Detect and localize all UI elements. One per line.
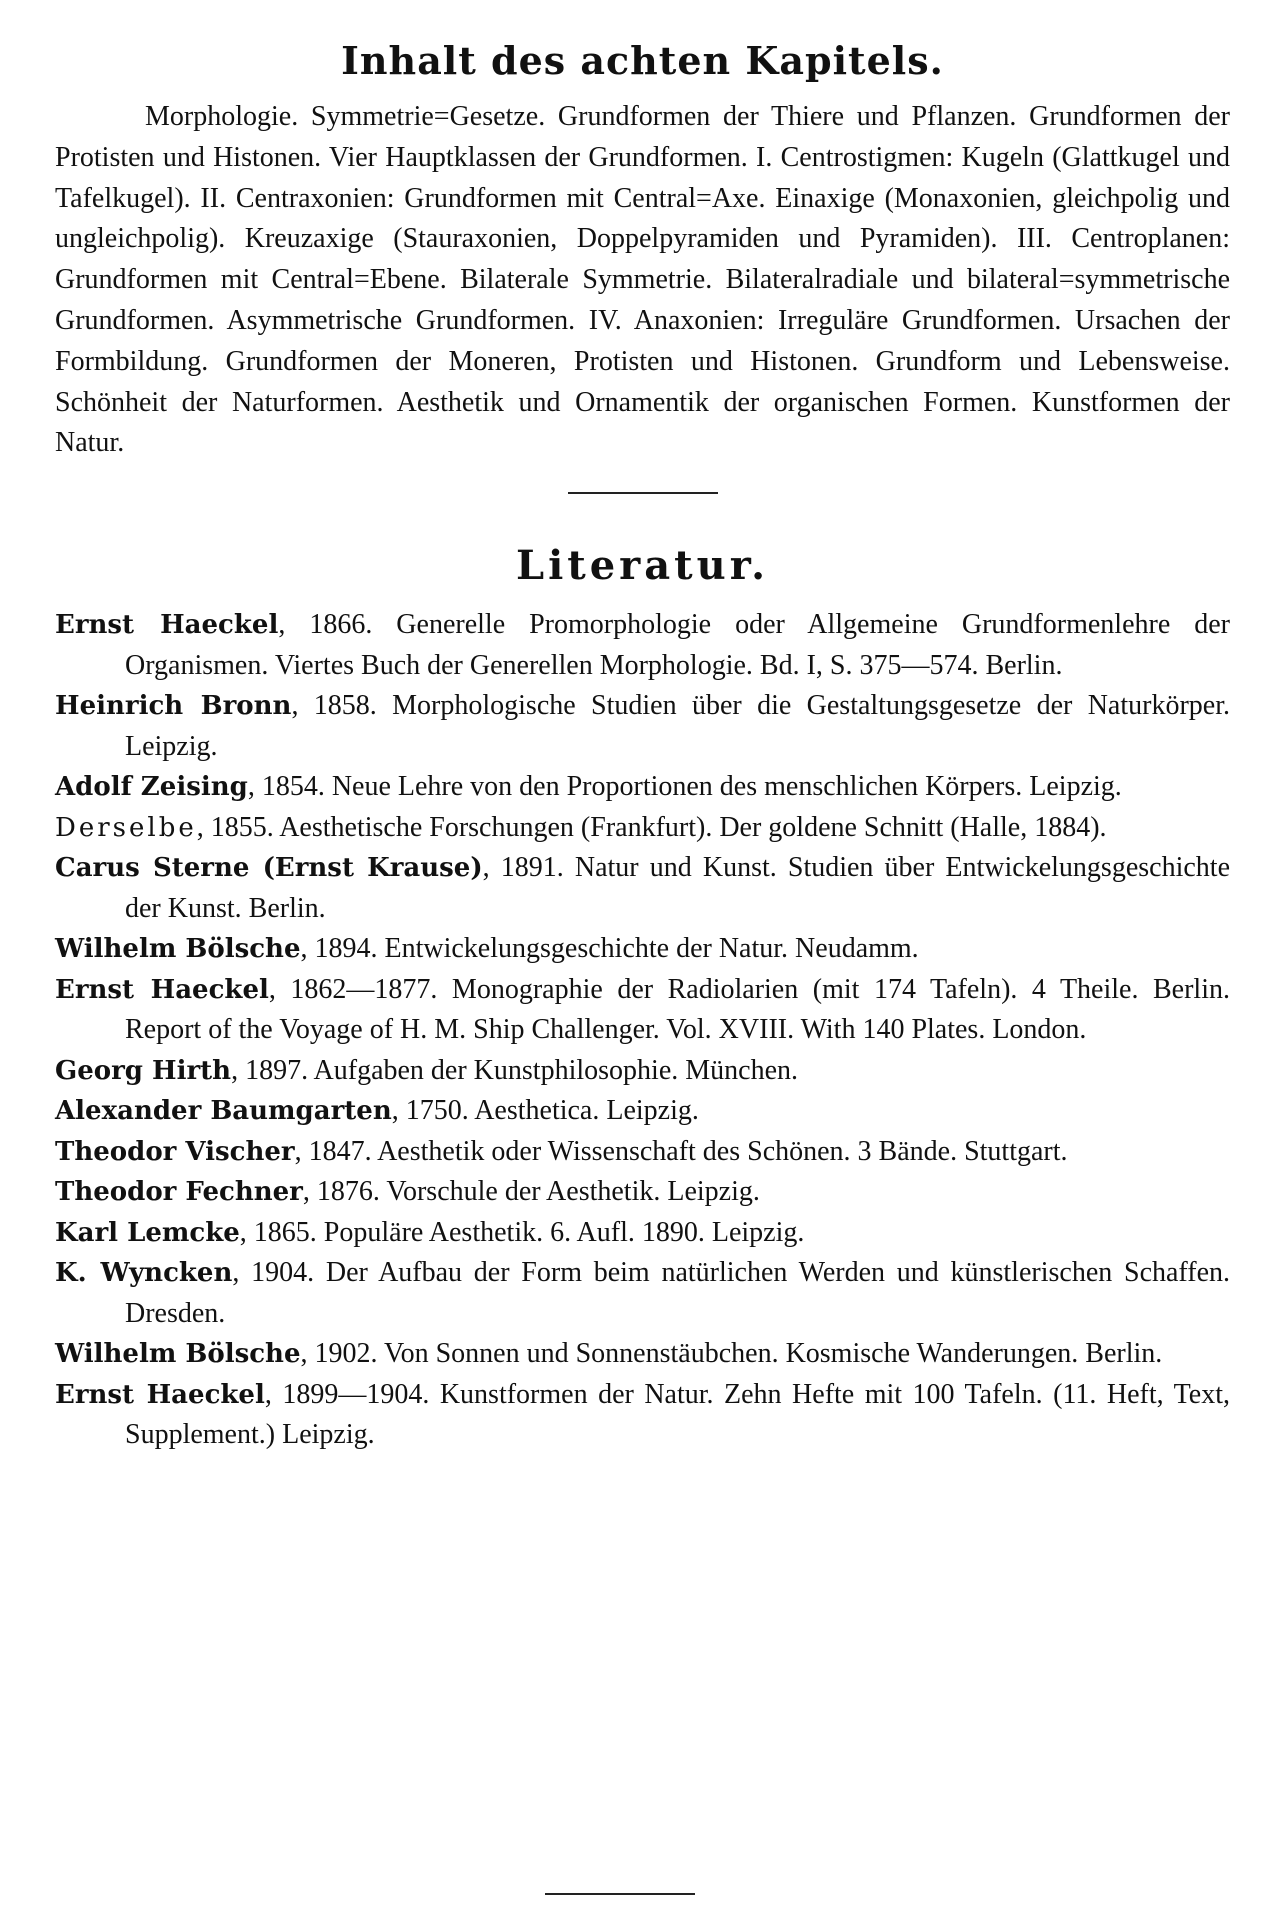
entry-text: , 1876. Vorschule der Aesthetik. Leipzig. [302, 1176, 760, 1208]
entry-author: Derselbe [55, 812, 197, 843]
literature-entry [55, 686, 1230, 767]
entry-text: , 1904. Der Aufbau der Form beim natürlichen Werden und künstlerischen Schaffen. Dresden. [125, 1257, 1230, 1329]
chapter-heading: Inhalt des achten Kapitels. [341, 38, 944, 83]
entry-author: Wilhelm Bölsche [55, 1339, 301, 1370]
entry-author: Ernst Haeckel [55, 1379, 265, 1410]
entry-text: , 1750. Aesthetica. Leipzig. [391, 1095, 699, 1127]
literature-entry [55, 848, 1230, 929]
entry-text: , 1897. Aufgaben der Kunstphilosophie. München. [231, 1054, 798, 1086]
entry-text: , 1858. Morphologische Studien über die Gestaltungsgesetze der Naturkörper. Leipzig. [125, 690, 1230, 762]
entry-author: Theodor Vischer [55, 1136, 295, 1167]
entry-text: , 1865. Populäre Aesthetik. 6. Aufl. 1890. Leipzig. [239, 1216, 805, 1248]
entry-author: K. Wyncken [55, 1258, 233, 1289]
literature-heading: Literatur. [515, 542, 770, 590]
chapter-summary: Morphologie. Symmetrie=Gesetze. Grundformen der Thiere und Pflanzen. Grundformen der Protisten und Histonen. Vier Hauptklassen der Grundformen. I. Centrostigmen: Kugeln (Glattkugel und Tafelkugel). II. Centraxonien: Grundformen mit Central=Axe. Einaxige (Monaxonien, gleichpolig und ungleichpolig). Kreuzaxige (Stauraxonien, Doppelpyramiden und Pyramiden). III. Centroplanen: Grundformen mit Central=Ebene. Bilaterale Symmetrie. Bilateralradiale und bilateral=symmetrische Grundformen. Asymmetrische Grundformen. IV. Anaxonien: Irreguläre Grundformen. Ursachen der Formbildung. Grundformen der Moneren, Protisten und Histonen. Grundform und Lebensweise. Schönheit der Naturformen. Aesthetik und Ornamentik der organischen Formen. Kunstformen der Natur. [55, 101, 1230, 459]
entry-author: Georg Hirth [55, 1055, 232, 1086]
entry-text: , 1899—1904. Kunstformen der Natur. Zehn Hefte mit 100 Tafeln. (11. Heft, Text, Supplement.) Leipzig. [125, 1378, 1231, 1451]
entry-text: , 1894. Entwickelungsgeschichte der Natur. Neudamm. [300, 933, 919, 965]
entry-author: Theodor Fechner [55, 1177, 303, 1208]
entry-author: Adolf Zeising [55, 772, 248, 803]
entry-text: , 1866. Generelle Promorphologie oder Allgemeine Grundformenlehre der Organismen. Viertes Buch der Generellen Morphologie. Bd. I, S. 375—574. Berlin. [125, 609, 1230, 681]
literature-entry [55, 1172, 1230, 1213]
literature-entry [55, 1091, 1230, 1132]
bottom-divider [545, 1893, 695, 1895]
literature-entry [55, 970, 1230, 1051]
entry-text: , 1854. Neue Lehre von den Proportionen des menschlichen Körpers. Leipzig. [247, 771, 1122, 803]
entry-author: Wilhelm Bölsche [55, 934, 301, 965]
entry-author: Karl Lemcke [55, 1217, 240, 1248]
entry-text: , 1891. Natur und Kunst. Studien über Entwickelungsgeschichte der Kunst. Berlin. [125, 852, 1230, 924]
literature-entry [55, 1051, 1230, 1092]
literature-entry [55, 605, 1230, 686]
entry-text: , 1902. Von Sonnen und Sonnenstäubchen. Kosmische Wanderungen. Berlin. [300, 1338, 1163, 1370]
literature-entry [55, 1132, 1230, 1173]
literature-entry [55, 1375, 1230, 1456]
entry-author: Carus Sterne (Ernst Krause) [55, 853, 483, 884]
literature-entry [55, 808, 1230, 849]
literature-entry [55, 1213, 1230, 1254]
literature-list [55, 605, 1230, 1456]
literature-entry [55, 1253, 1230, 1334]
entry-text: , 1847. Aesthetik oder Wissenschaft des Schönen. 3 Bände. Stuttgart. [294, 1135, 1068, 1167]
section-divider [568, 492, 718, 494]
entry-text: , 1862—1877. Monographie der Radiolarien (mit 174 Tafeln). 4 Theile. Berlin. Report of the Voyage of H. M. Ship Challenger. Vol. XVIII. With 140 Plates. London. [125, 973, 1230, 1046]
entry-author: Alexander Baumgarten [55, 1096, 392, 1127]
entry-author: Ernst Haeckel [55, 610, 279, 641]
literature-entry [55, 767, 1230, 808]
entry-author: Heinrich Bronn [55, 691, 292, 722]
literature-entry [55, 929, 1230, 970]
page [55, 30, 1230, 1456]
literature-entry [55, 1334, 1230, 1375]
entry-text: , 1855. Aesthetische Forschungen (Frankfurt). Der goldene Schnitt (Halle, 1884). [196, 811, 1107, 843]
entry-author: Ernst Haeckel [55, 974, 269, 1005]
